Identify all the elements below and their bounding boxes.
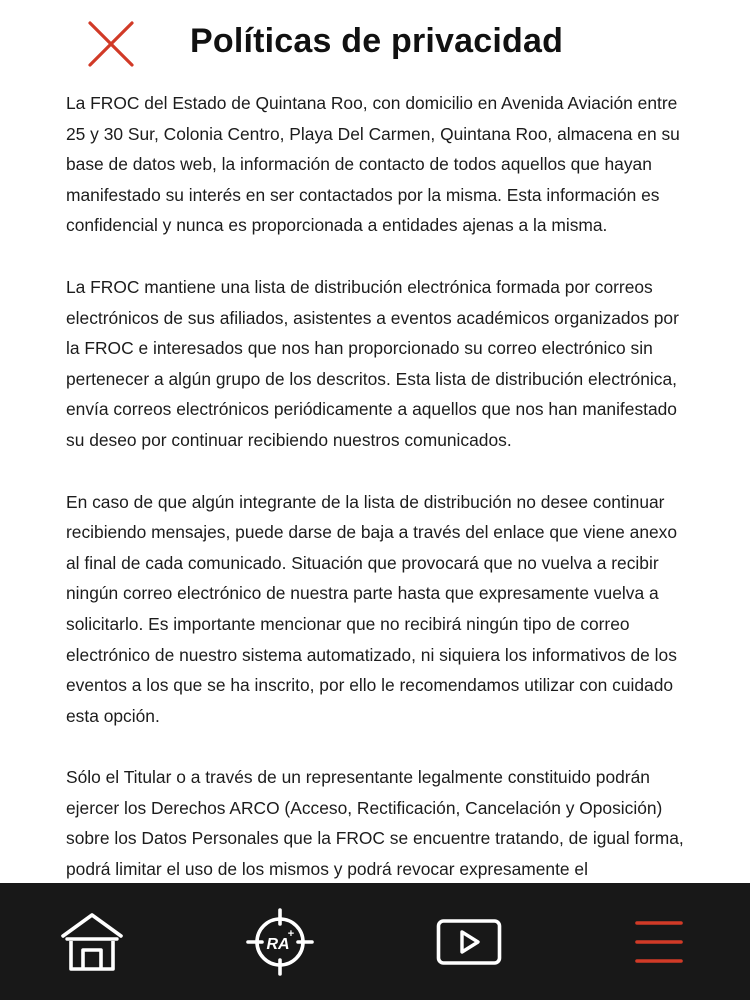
- menu-icon: [634, 917, 684, 967]
- tab-home[interactable]: [32, 883, 152, 1000]
- home-icon: [59, 911, 125, 973]
- svg-text:+: +: [287, 927, 295, 940]
- privacy-policy-content[interactable]: [66, 88, 688, 883]
- policy-paragraph: En caso de que algún integrante de la lista de distribución no desee continuar recibiendo mensajes, puede darse de baja a través del enlace que viene anexo al final de cada comunicado. Situación que provocará que no vuelva a recibir ningún correo electrónico de nuestra parte hasta que expresamente vuelva a solicitarlo. Es importante mencionar que no recibirá ningún tipo de correo electrónico de nuestro sistema automatizado, ni siquiera los informativos de los eventos a los que se ha inscrito, por ello le recomendamos utilizar con cuidado esta opción.: [66, 491, 678, 726]
- header: [0, 0, 750, 84]
- page-title: Políticas de privacidad: [190, 22, 564, 60]
- close-button[interactable]: [84, 17, 138, 71]
- ar-label: RA: [266, 935, 290, 953]
- video-play-icon: [436, 917, 502, 967]
- tab-video[interactable]: [409, 883, 529, 1000]
- tab-augmented-reality[interactable]: [220, 883, 340, 1000]
- ar-target-icon: [245, 907, 315, 977]
- tab-menu[interactable]: [599, 883, 719, 1000]
- policy-paragraph: La FROC del Estado de Quintana Roo, con domicilio en Avenida Aviación entre 25 y 30 Sur, Colonia Centro, Playa Del Carmen, Quintana Roo, almacena en su base de datos web, la información de contacto de todos aquellos que hayan manifestado su interés en ser contactados por la misma. Esta información es confidencial y nunca es proporcionada a entidades ajenas a la misma.: [66, 93, 680, 236]
- policy-paragraph: Sólo el Titular o a través de un representante legalmente constituido podrán ejercer los Derechos ARCO (Acceso, Rectificación, Cancelación y Oposición) sobre los Datos Personales que la FROC se encuentre tratando, de igual forma, podrá limitar el uso de los mismos y podrá revocar expresamente el: [66, 767, 684, 880]
- bottom-tab-bar: [0, 883, 750, 1000]
- policy-paragraph: La FROC mantiene una lista de distribución electrónica formada por correos electrónicos de sus afiliados, asistentes a eventos académicos organizados por la FROC e interesados que nos han proporcionado su correo electrónico sin pertenecer a algún grupo de los descritos. Esta lista de distribución electrónica, envía correos electrónicos periódicamente a aquellos que nos han manifestado su deseo por continuar recibiendo nuestros comunicados.: [66, 276, 679, 450]
- close-icon: [84, 17, 138, 71]
